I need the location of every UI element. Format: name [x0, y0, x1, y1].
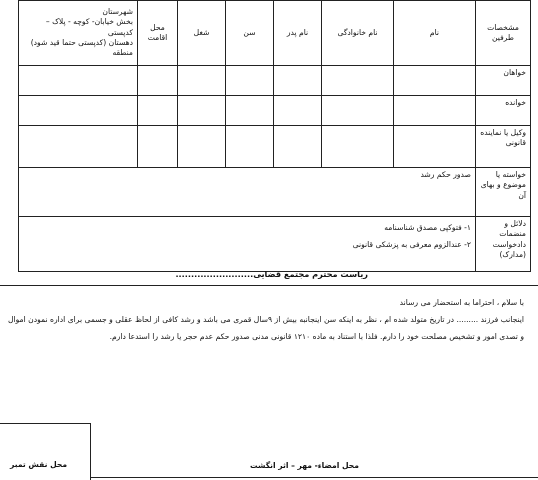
address-line: دهستان (کدپستی حتما قید شود) — [30, 37, 133, 47]
divider — [90, 477, 538, 478]
header-residence: محل اقامت — [138, 1, 178, 66]
cell[interactable] — [322, 126, 394, 168]
cell[interactable] — [178, 96, 226, 126]
cell[interactable] — [138, 96, 178, 126]
header-parties-spec: مشخصات طرفین — [476, 1, 531, 66]
cell[interactable] — [322, 66, 394, 96]
header-age: سن — [226, 1, 274, 66]
signature-label: محل امضاء- مهر – اثر انگشت — [250, 461, 359, 470]
cell[interactable] — [274, 66, 322, 96]
row-applicant — [19, 66, 531, 96]
cell[interactable] — [394, 66, 476, 96]
cell[interactable] — [138, 126, 178, 168]
divider — [0, 285, 538, 286]
address-line: منطقه — [112, 48, 133, 57]
cell[interactable] — [178, 126, 226, 168]
parties-table — [18, 0, 531, 272]
subject-value[interactable]: صدور حکم رشد — [19, 168, 476, 217]
row-label-respondent: خوانده — [476, 96, 531, 126]
cell[interactable] — [394, 96, 476, 126]
cell[interactable] — [274, 126, 322, 168]
court-header — [0, 263, 538, 293]
stamp-box — [0, 423, 91, 480]
header-last-name: نام خانوادگی — [322, 1, 394, 66]
row-label-lawyer: وکیل یا نماینده قانونی — [476, 126, 531, 168]
court-title: ریاست محترم مجتمع قضایی......................... — [175, 269, 368, 279]
row-lawyer — [19, 126, 531, 168]
cell[interactable] — [226, 96, 274, 126]
row-label-evidence: دلائل و منضمات دادخواست (مدارک) — [476, 217, 531, 272]
cell[interactable] — [138, 66, 178, 96]
header-job: شغل — [178, 1, 226, 66]
row-label-applicant: خواهان — [476, 66, 531, 96]
cell[interactable] — [274, 96, 322, 126]
cell[interactable] — [226, 126, 274, 168]
petition-paragraph: اینجانب فرزند ......... در تاریخ متولد شده ام ، نظر به اینکه سن اینجانبه بیش از ۹سال قمری می باشد و رشد کافی از لحاظ عقلی و جسمی برای اداره نمودن اموال و تصدی امور و تشخیص مصلحت خود را دارم. فلذا با استناد به ماده ۱۲۱۰ قانونی مدنی صدور حکم عدم حجر یا رشد را استدعا دارم. — [8, 315, 524, 341]
header-first-name: نام — [394, 1, 476, 66]
table-header-row — [19, 1, 531, 66]
cell[interactable] — [19, 66, 138, 96]
header-address — [19, 1, 138, 66]
cell[interactable] — [322, 96, 394, 126]
cell[interactable] — [226, 66, 274, 96]
cell[interactable] — [19, 126, 138, 168]
row-respondent — [19, 96, 531, 126]
evidence-item: ۲- عندالزوم معرفی به پزشکی قانونی — [352, 240, 471, 250]
petition-body — [8, 294, 524, 345]
greeting: با سلام ، احتراما به استحضار می رساند — [399, 298, 524, 307]
stamp-label: محل نقش تمبر — [10, 460, 68, 469]
cell[interactable] — [178, 66, 226, 96]
cell[interactable] — [394, 126, 476, 168]
row-subject — [19, 168, 531, 217]
cell[interactable] — [19, 96, 138, 126]
address-line: شهرستان — [102, 7, 133, 16]
header-father-name: نام پدر — [274, 1, 322, 66]
row-label-subject: خواسته یا موضوع و بهای آن — [476, 168, 531, 217]
evidence-item: ۱- فتوکپی مصدق شناسنامه — [384, 223, 471, 232]
address-line: بخش خیابان- کوچه - پلاک – کدپستی — [45, 17, 133, 37]
